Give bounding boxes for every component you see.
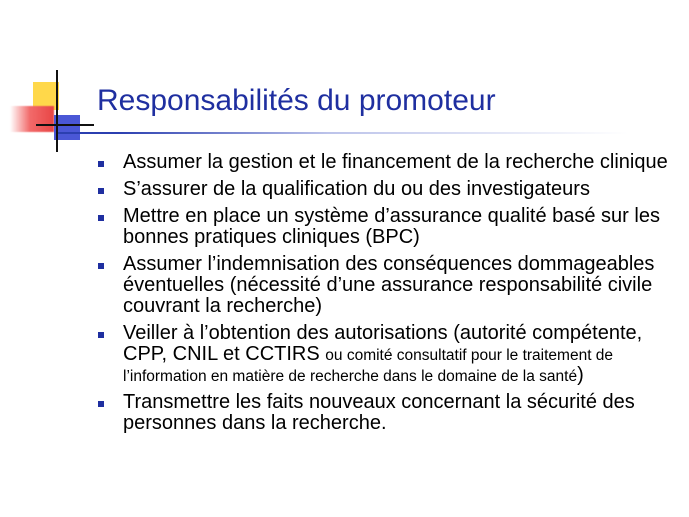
color-squares-logo-icon <box>0 0 100 160</box>
bullet-text: Assumer l’indemnisation des conséquences dommageables éventuelles (nécessité d’une assurance responsabilité civile couvrant la recherche) <box>123 253 655 317</box>
bullet-text: Transmettre les faits nouveaux concernant la sécurité des personnes dans la recherche. <box>123 391 635 434</box>
bullet-text-small: ou comité consultatif pour le traitement de l’information en matière de recherche dans le domaine de la santé <box>123 347 614 385</box>
bullet-item <box>92 179 682 200</box>
bullet-text-end: ) <box>577 364 584 386</box>
bullet-text: Mettre en place un système d’assurance qualité basé sur les bonnes pratiques cliniques (BPC) <box>123 205 660 248</box>
square-bullet-icon <box>98 215 104 221</box>
bullet-item <box>92 152 682 173</box>
bullet-item <box>92 392 682 434</box>
bullet-item <box>92 254 682 317</box>
bullet-text: Assumer la gestion et le financement de la recherche clinique <box>123 151 668 173</box>
title-underline <box>58 132 658 134</box>
slide-title: Responsabilités du promoteur <box>97 84 496 117</box>
square-bullet-icon <box>98 161 104 167</box>
logo-vertical-line <box>56 70 58 152</box>
square-bullet-icon <box>98 401 104 407</box>
bullet-list <box>92 152 682 440</box>
bullet-item <box>92 206 682 248</box>
bullet-text: S’assurer de la qualification du ou des investigateurs <box>123 178 590 200</box>
square-bullet-icon <box>98 188 104 194</box>
logo-red-square <box>10 106 54 132</box>
square-bullet-icon <box>98 263 104 269</box>
logo-horizontal-line <box>36 124 94 126</box>
bullet-text-main: Veiller à l’obtention des autorisations (autorité compétente, CPP, CNIL et CCTIRS <box>123 322 643 365</box>
bullet-item <box>92 323 682 386</box>
square-bullet-icon <box>98 332 104 338</box>
